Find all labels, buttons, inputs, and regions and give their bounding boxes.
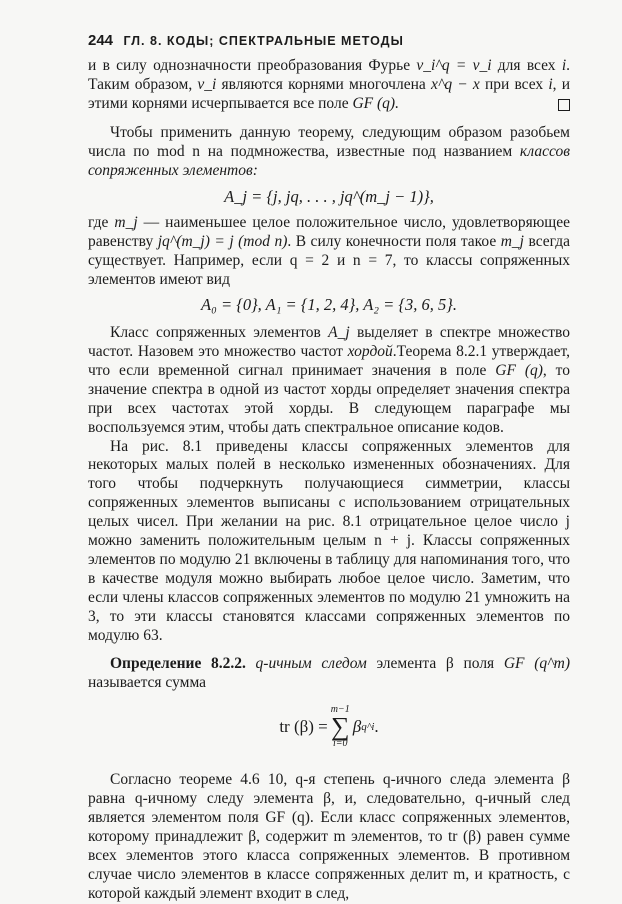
paragraph-mj-definition: где m_j — наименьшее целое положительное число, удовлетворяющее равенству jq^(m_j) = j (mod n). В силу конечности поля такое m_j всегда существует. Например, если q = 2 и n = 7, то классы сопряженных элементов имеют вид bbox=[88, 214, 570, 289]
paragraph-figure-8-1: На рис. 8.1 приведены классы сопряженных элементов для некоторых малых полей в несколько измененных обозначениях. Для того чтобы подчеркнуть получающиеся симметрии, классы сопряженных элементов выписаны с использованием отрицательных целых чисел. При желании на рис. 8.1 отрицательное целое число j можно заменить положительным целым n + j. Классы сопряженных элементов по модулю 21 включены в таблицу для напоминания того, что в качестве модуля можно выбирать любое целое число. Заметим, что если члены классов сопряженных элементов по модулю 21 умножить на 3, то эти классы становятся классами сопряженных элементов по модулю 63. bbox=[88, 437, 570, 644]
formula-conjugacy-class: A_j = {j, jq, . . . , jq^(m_j − 1)}, bbox=[224, 187, 434, 207]
paragraph-trace-properties: Согласно теореме 4.6 10, q-я степень q-ичного следа элемента β равна q-ичному следу элемента β, и, следовательно, q-ичный след является элементом поля GF (q). Если класс сопряженных элементов, которому принадлежит β, содержит m элементов, то tr (β) равен сумме всех элементов этого класса сопряженных элементов. В противном случае число элементов в классе сопряженных делит m, и кратность, с которой каждый элемент входит в след, bbox=[88, 771, 570, 902]
formula-trace: tr (β) = m−1 ∑ i=0 β q^i . bbox=[279, 704, 379, 750]
running-header bbox=[88, 32, 570, 49]
formula-inline: v_i^q = v_i bbox=[416, 57, 492, 74]
end-of-proof-icon bbox=[558, 99, 570, 111]
formula-example-classes: A₀ = {0}, A₁ = {1, 2, 4}, A₂ = {3, 6, 5}. bbox=[201, 295, 457, 315]
paragraph-cyclotomic-intro: Чтобы применить данную теорему, следующим образом разобьем числа по mod n на подмножества, известные под названием классов сопряженных элементов: bbox=[88, 123, 570, 179]
page-number: 244 bbox=[88, 32, 114, 49]
paragraph-chord: Класс сопряженных элементов A_j выделяет в спектре множество частот. Назовем это множество частот хордой.Теорема 8.2.1 утверждает, что если временной сигнал принимает значения в поле GF (q), то значение спектра в одной из частот хорды определяет значения спектра при всех частотах этой хорды. В следующем параграфе мы воспользуемся этим, чтобы дать спектральное описание кодов. bbox=[88, 324, 570, 436]
definition-8-2-2: Определение 8.2.2. q-ичным следом элемента β поля GF (q^m) называется сумма bbox=[88, 655, 570, 692]
definition-label: Определение 8.2.2. bbox=[110, 655, 246, 673]
running-title: ГЛ. 8. КОДЫ; СПЕКТРАЛЬНЫЕ МЕТОДЫ bbox=[123, 34, 404, 48]
paragraph-fourier: и в силу однозначности преобразования Фурье v_i^q = v_i для всех i. Таким образом, v_i являются корнями многочлена x^q − x при всех i, и этими корнями исчерпывается все поле GF (q). bbox=[88, 57, 570, 112]
summation-sign: m−1 ∑ i=0 bbox=[330, 704, 350, 750]
